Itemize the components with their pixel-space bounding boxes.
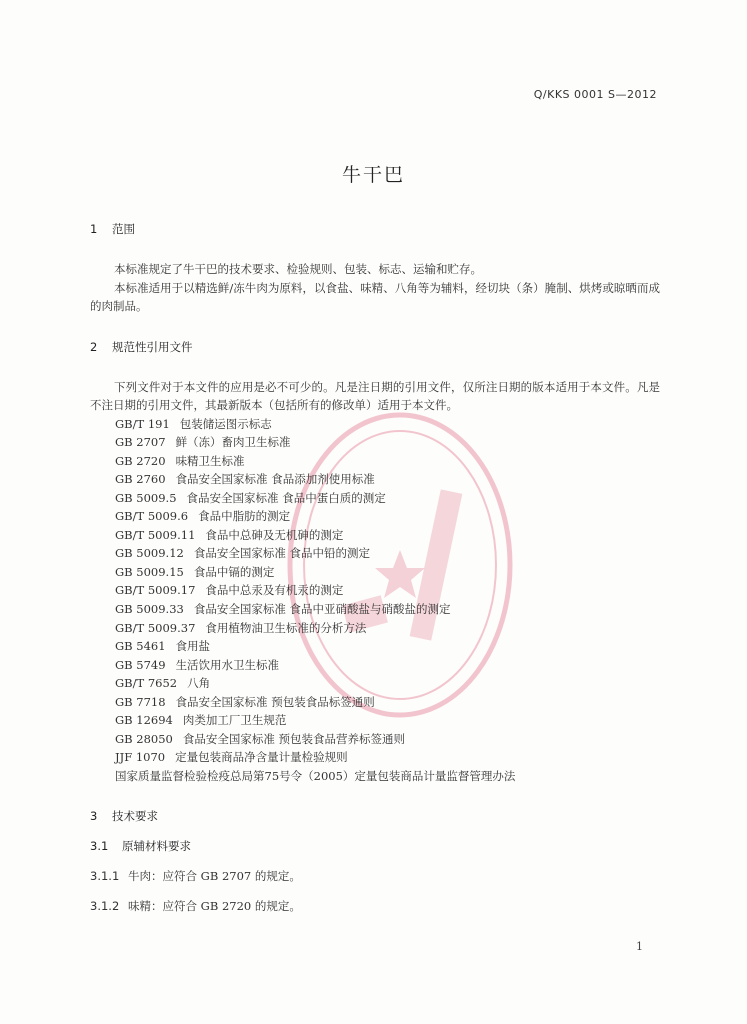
section-title: 技术要求 bbox=[112, 809, 158, 824]
subsection-3-1-heading bbox=[90, 837, 660, 855]
reference-name: 生活饮用水卫生标准 bbox=[175, 657, 280, 672]
subsection-title: 原辅材料要求 bbox=[122, 839, 191, 854]
reference-code: GB 7718 bbox=[115, 694, 166, 709]
clause-item bbox=[90, 867, 660, 885]
section-number: 2 bbox=[90, 339, 98, 354]
list-item bbox=[90, 619, 660, 638]
list-item bbox=[90, 693, 660, 712]
list-item bbox=[90, 563, 660, 582]
reference-name: 味精卫生标准 bbox=[175, 453, 245, 468]
list-item bbox=[90, 544, 660, 563]
list-item bbox=[90, 581, 660, 600]
reference-code: GB/T 5009.37 bbox=[115, 620, 196, 635]
list-item bbox=[90, 674, 660, 693]
reference-name: 食用植物油卫生标准的分析方法 bbox=[205, 620, 367, 635]
clause-item bbox=[90, 897, 660, 915]
list-item bbox=[90, 452, 660, 471]
clause-number: 3.1.2 bbox=[90, 899, 120, 914]
section-number: 1 bbox=[90, 222, 98, 236]
reference-code: JJF 1070 bbox=[115, 750, 166, 765]
section-title: 规范性引用文件 bbox=[112, 339, 193, 354]
reference-code: GB 2707 bbox=[115, 435, 166, 450]
reference-code: GB 28050 bbox=[115, 731, 173, 746]
reference-name: 食品中总砷及无机砷的测定 bbox=[205, 527, 344, 542]
reference-name: 国家质量监督检验检疫总局第75号令（2005）定量包装商品计量监督管理办法 bbox=[115, 768, 516, 783]
reference-name: 鲜（冻）畜肉卫生标准 bbox=[175, 435, 291, 450]
reference-code: GB 12694 bbox=[115, 713, 173, 728]
list-item bbox=[90, 470, 660, 489]
clause-text: 味精：应符合 GB 2720 的规定。 bbox=[128, 899, 301, 914]
reference-code: GB 5749 bbox=[115, 657, 166, 672]
reference-name: 包装储运图示标志 bbox=[179, 416, 272, 431]
reference-name: 食品中脂肪的测定 bbox=[198, 509, 291, 524]
reference-code: GB 2720 bbox=[115, 453, 166, 468]
reference-name: 食品安全国家标准 预包装食品营养标签通则 bbox=[182, 731, 406, 746]
section-2-heading bbox=[90, 338, 660, 356]
section-3-heading bbox=[90, 807, 660, 825]
document-title: 牛干巴 bbox=[341, 164, 405, 186]
reference-code: GB 2760 bbox=[115, 472, 166, 487]
reference-name: 肉类加工厂卫生规范 bbox=[182, 713, 287, 728]
list-item bbox=[90, 711, 660, 730]
list-item bbox=[90, 748, 660, 767]
paragraph: 本标准适用于以精选鲜/冻牛肉为原料，以食盐、味精、八角等为辅料，经切块（条）腌制、烘烤或晾晒而成的肉制品。 bbox=[90, 280, 660, 313]
subsection-number: 3.1 bbox=[90, 839, 109, 854]
reference-code: GB 5461 bbox=[115, 639, 166, 654]
list-item bbox=[90, 767, 660, 786]
reference-name: 定量包装商品净含量计量检验规则 bbox=[175, 750, 348, 765]
list-item bbox=[90, 433, 660, 452]
reference-code: GB/T 5009.6 bbox=[115, 509, 189, 524]
reference-list bbox=[90, 415, 660, 786]
reference-code: GB 5009.33 bbox=[115, 601, 184, 616]
list-item bbox=[90, 600, 660, 619]
reference-name: 食品安全国家标准 食品中蛋白质的测定 bbox=[186, 490, 386, 505]
list-item bbox=[90, 730, 660, 749]
reference-name: 食品安全国家标准 预包装食品标签通则 bbox=[175, 694, 375, 709]
clause-number: 3.1.1 bbox=[90, 869, 120, 884]
reference-name: 食品安全国家标准 食品中铅的测定 bbox=[193, 546, 371, 561]
section-1-heading bbox=[90, 220, 660, 238]
list-item bbox=[90, 507, 660, 526]
section-number: 3 bbox=[90, 809, 98, 824]
reference-code: GB 5009.15 bbox=[115, 564, 184, 579]
reference-code: GB 5009.12 bbox=[115, 546, 184, 561]
reference-name: 食用盐 bbox=[175, 639, 211, 654]
reference-name: 八角 bbox=[187, 676, 211, 691]
page-number: 1 bbox=[636, 940, 643, 953]
list-item bbox=[90, 637, 660, 656]
reference-code: GB/T 5009.11 bbox=[115, 527, 196, 542]
clause-text: 牛肉：应符合 GB 2707 的规定。 bbox=[128, 869, 301, 884]
reference-name: 食品安全国家标准 食品添加剂使用标准 bbox=[175, 472, 375, 487]
paragraph: 下列文件对于本文件的应用是必不可少的。凡是注日期的引用文件，仅所注日期的版本适用于本文件。凡是不注日期的引用文件，其最新版本（包括所有的修改单）适用于本文件。 bbox=[90, 379, 660, 412]
section-title: 范围 bbox=[112, 222, 135, 236]
reference-code: GB/T 7652 bbox=[115, 676, 178, 691]
document-code: Q/KKS 0001 S—2012 bbox=[533, 88, 657, 101]
list-item bbox=[90, 656, 660, 675]
reference-code: GB 5009.5 bbox=[115, 490, 177, 505]
list-item bbox=[90, 526, 660, 545]
list-item bbox=[90, 415, 660, 434]
reference-name: 食品安全国家标准 食品中亚硝酸盐与硝酸盐的测定 bbox=[193, 601, 451, 616]
reference-name: 食品中总汞及有机汞的测定 bbox=[205, 583, 344, 598]
reference-code: GB/T 5009.17 bbox=[115, 583, 196, 598]
reference-code: GB/T 191 bbox=[115, 416, 170, 431]
list-item bbox=[90, 489, 660, 508]
reference-name: 食品中镉的测定 bbox=[193, 564, 275, 579]
document-body bbox=[90, 220, 660, 915]
paragraph: 本标准规定了牛干巴的技术要求、检验规则、包装、标志、运输和贮存。 bbox=[114, 262, 482, 276]
